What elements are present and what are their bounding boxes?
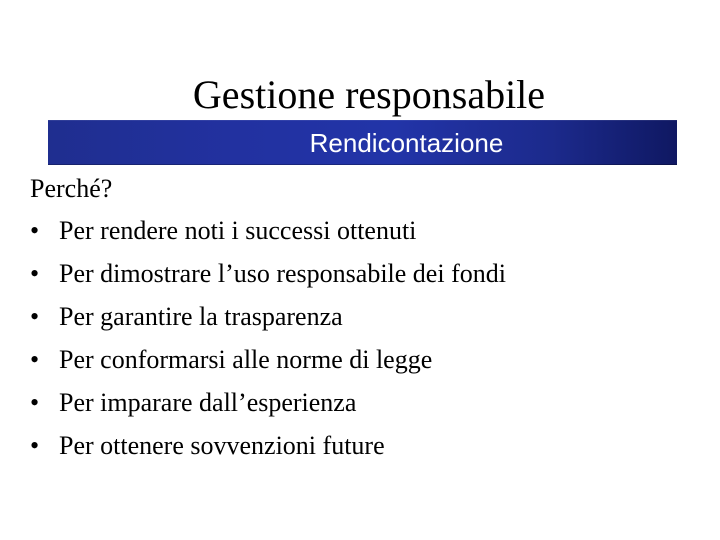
bullet-icon: •: [30, 302, 40, 331]
section-banner-label: Rendicontazione: [309, 128, 504, 158]
bullet-item: [30, 295, 700, 338]
bullet-item: [30, 381, 700, 424]
bullet-list: [30, 209, 700, 467]
bullet-item: [30, 252, 700, 295]
slide-title: Gestione responsabile: [192, 72, 546, 117]
section-banner: [48, 120, 677, 165]
bullet-item: [30, 424, 700, 467]
bullet-text: Per ottenere sovvenzioni future: [59, 431, 385, 460]
bullet-text: Per conformarsi alle norme di legge: [59, 345, 433, 374]
bullet-icon: •: [30, 216, 40, 245]
bullet-icon: •: [30, 345, 40, 374]
bullet-icon: •: [30, 259, 40, 288]
bullet-item: [30, 338, 700, 381]
bullet-icon: •: [30, 388, 40, 417]
bullet-text: Per garantire la trasparenza: [59, 302, 343, 331]
bullet-text: Per imparare dall’esperienza: [59, 388, 357, 417]
slide-body: [30, 168, 700, 467]
bullet-icon: •: [30, 431, 40, 460]
bullet-text: Per dimostrare l’uso responsabile dei fondi: [59, 259, 506, 288]
intro-question: Perché?: [30, 174, 113, 203]
bullet-item: [30, 209, 700, 252]
bullet-text: Per rendere noti i successi ottenuti: [59, 216, 417, 245]
